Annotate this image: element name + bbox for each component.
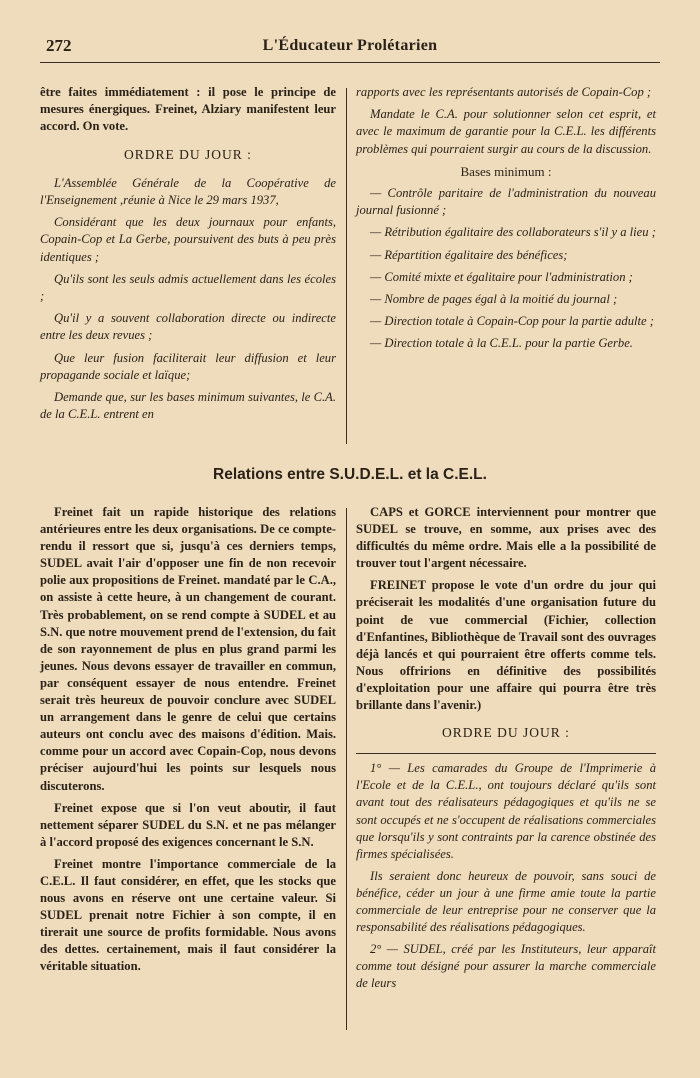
divider-line [356,753,656,754]
order-of-day-heading: ORDRE DU JOUR : [442,725,570,741]
paragraph: Freinet montre l'importance commerciale de la C.E.L. Il faut considérer, en effet, que les stocks que nous avons en réserve ont une certaine valeur. Si SUDEL prenait notre Fichier à son compte, il en tirerait une source de profits formidable. Nous avons des dettes. certainement, mais il faut considérer la véritable situation. [40,856,336,974]
section-title: Relations entre S.U.D.E.L. et la C.E.L. [213,466,487,483]
page-number: 272 [46,36,72,55]
paragraph: Qu'il y a souvent collaboration directe ou indirecte entre les deux revues ; [40,311,336,343]
paragraph: Ils seraient donc heureux de pouvoir, sans souci de bénéfice, céder un jour à une firme amie toute la partie commerciale de leur entreprise pour ne conserver que la responsabilité des réalisations pédagogiques. [356,868,656,935]
paragraph: FREINET propose le vote d'un ordre du jour qui préciserait les modalités d'une organisation future du point de vue commercial (Fichier, collection d'Enfantines, Bibliothèque de Travail sont des ouvrages déjà lancés et qui pourraient être offerts comme tels. Nous offririons en définitive des possibilités d'exploitation pour une affaire qui pourra être très brillante dans l'avenir.) [356,578,656,713]
paragraph: Freinet expose que si l'on veut aboutir, il faut nettement séparer SUDEL du S.N. et ne pas mélanger à l'accord proposé des exigences concernant le S.N. [40,800,336,849]
paragraph: être faites immédiatement : il pose le principe de mesures énergiques. Freinet, Alziary manifestent leur accord. On vote. [40,85,336,134]
running-head: L'Éducateur Prolétarien [262,37,438,54]
column-divider [346,508,347,1030]
paragraph: Mandate le C.A. pour solutionner selon cet esprit, et avec le maximum de garantie pour la C.E.L. les différents problèmes qui pourraient surgir au cours de la discussion. [356,107,656,156]
bottom-left-column [40,504,336,981]
list-item: — Nombre de pages égal à la moitié du journal ; [370,292,618,307]
paragraph: Qu'ils sont les seuls admis actuellement dans les écoles ; [40,271,336,304]
list-item: — Rétribution égalitaire des collaborateurs s'il y a lieu ; [370,225,656,240]
bases-heading: Bases minimum : [460,163,552,179]
paragraph: 2° — SUDEL, créé par les Instituteurs, leur apparaît comme tout désigné pour assurer la marche commerciale de leurs [356,942,656,991]
page-header [40,36,660,68]
paragraph: Demande que, sur les bases minimum suivantes, le C.A. de la C.E.L. entrent en [40,390,336,422]
paragraph: 1° — Les camarades du Groupe de l'Imprimerie à l'Ecole et de la C.E.L., ont toujours déclaré qu'ils sont avant tout des réalisateurs pédagogiques et qu'ils ne se sont occupés et ne s'occupent de réalisations commerciales que lorsqu'ils y sont contraints par la carence obstinée des firmes spécialisées. [356,761,656,861]
header-rule [40,62,660,63]
order-of-day-heading: ORDRE DU JOUR : [124,146,252,162]
bottom-right-column [356,504,656,997]
list-item: — Direction totale à la C.E.L. pour la partie Gerbe. [370,336,633,351]
paragraph: CAPS et GORCE interviennent pour montrer que SUDEL se trouve, en somme, aux prises avec des difficultés du même ordre. Mais elle a la possibilité de trouver tout l'argent nécessaire. [356,505,656,571]
column-divider [346,88,347,444]
list-item: — Comité mixte et égalitaire pour l'administration ; [370,269,633,284]
paragraph: rapports avec les représentants autorisés de Copain-Cop ; [356,85,652,99]
paragraph: L'Assemblée Générale de la Coopérative de l'Enseignement ,réunie à Nice le 29 mars 1937, [40,175,336,208]
list-item: — Contrôle paritaire de l'administration du nouveau journal fusionné ; [356,186,656,218]
paragraph: Que leur fusion faciliterait leur diffusion et leur propagande sociale et laïque; [40,350,336,382]
top-left-column [40,84,336,428]
paragraph: Freinet fait un rapide historique des relations antérieures entre les deux organisations. De ce compte-rendu il ressort que si, jusqu'à ces derniers temps, SUDEL avait l'air d'opposer une fin de non recevoir polie aux propositions de Freinet. mandaté par le C.A., on assiste à cette heure, à un changement de courant. Très probablement, on se rend compte à SUDEL et au S.N. que notre mouvement prend de l'extension, du fait de son rayonnement de plus en plus grand parmi les jeunes. Nous devons essayer de travailler en commun, par conséquent essayer de nous entendre. Freinet serait très heureux de pouvoir conclure avec SUDEL un arrangement dans le genre de celui que certains auteurs ont conclu avec des maisons d'édition. Mais. comme pour un accord avec Copain-Cop, nous devons préciser aujourd'hui les points sur lesquels nous discuterons. [40,505,336,793]
paragraph: Considérant que les deux journaux pour enfants, Copain-Cop et La Gerbe, poursuivent des buts à peu près identiques ; [40,215,336,264]
list-item: — Répartition égalitaire des bénéfices; [370,247,568,262]
top-right-column [356,84,656,358]
list-item: — Direction totale à Copain-Cop pour la partie adulte ; [370,314,654,329]
